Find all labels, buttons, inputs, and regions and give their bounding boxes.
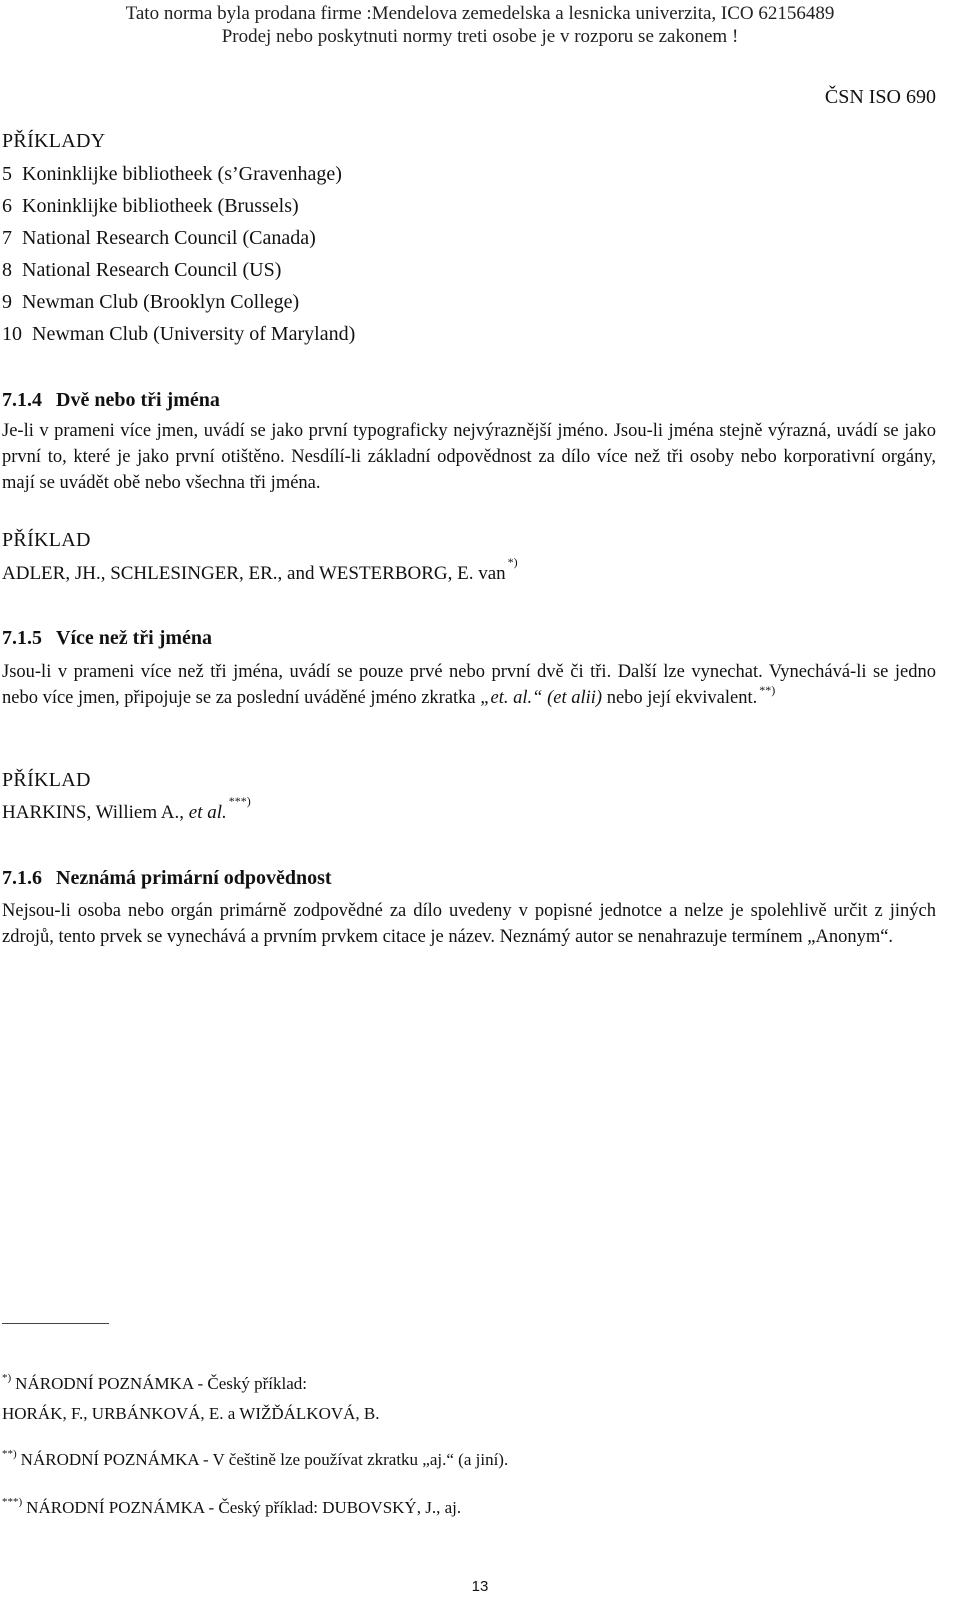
footnote-ref: **) — [759, 683, 776, 697]
section-7-1-5-paragraph: Jsou-li v prameni více než tři jména, uvádí se pouze prvé nebo první dvě či tři. Další lze vynechat. Vynechává-li se jedno nebo více jmen, připojuje se za poslední uváděné jméno zkratka „et. al.“ (et alii) nebo její ekvivalent. **) — [2, 662, 936, 708]
footnote-divider — [2, 1323, 109, 1324]
section-7-1-4-paragraph: Je-li v prameni více jmen, uvádí se jako první typograficky nejvýraznější jméno. Jsou-li jména stejně výrazná, uvádí se jako první to, které je jako první otištěno. Nesdílí-li základní odpovědnost za dílo více než tři osoby nebo korporativní orgány, mají se uvádět obě nebo všechna tři jména. — [2, 421, 936, 493]
footnote-2: **) NÁRODNÍ POZNÁMKA - V češtině lze používat zkratku „aj.“ (a jiní). — [2, 1448, 509, 1469]
example-entry-7-1-4: ADLER, JH., SCHLESINGER, ER., and WESTERBORG, E. van*) — [2, 555, 518, 584]
section-7-1-6-heading: 7.1.6 Neznámá primární odpovědnost — [2, 867, 332, 889]
list-item: 6 Koninklijke bibliotheek (Brussels) — [2, 195, 299, 217]
example-heading-7-1-5: PŘÍKLAD — [2, 769, 91, 791]
sale-notice-line-1: Tato norma byla prodana firme :Mendelova zemedelska a lesnicka univerzita, ICO 62156489 — [125, 3, 835, 24]
footnote-ref: *) — [507, 555, 518, 569]
footnote-ref: ***) — [228, 794, 251, 808]
section-7-1-4-heading: 7.1.4 Dvě nebo tři jména — [2, 389, 220, 411]
example-heading-7-1-4: PŘÍKLAD — [2, 529, 91, 551]
section-7-1-5-heading: 7.1.5 Více než tři jména — [2, 627, 213, 649]
list-item: 8 National Research Council (US) — [2, 259, 282, 281]
example-entry-7-1-5: HARKINS, Williem A., et al.***) — [2, 794, 251, 823]
sale-notice-line-2: Prodej nebo poskytnuti normy treti osobe je v rozporu se zakonem ! — [221, 26, 739, 47]
list-item: 7 National Research Council (Canada) — [2, 227, 316, 249]
examples-heading: PŘÍKLADY — [2, 130, 106, 152]
section-7-1-6-paragraph: Nejsou-li osoba nebo orgán primárně zodpovědné za dílo uvedeny v popisné jednotce a nelze je spolehlivě určit z jiných zdrojů, tento prvek se vynechává a prvním prvkem citace je název. Neznámý autor se nenahrazuje termínem „Anonym“. — [2, 901, 936, 947]
examples-list — [2, 162, 355, 354]
list-item: 9 Newman Club (Brooklyn College) — [2, 291, 300, 313]
standard-code: ČSN ISO 690 — [824, 86, 936, 108]
footnote-3: ***) NÁRODNÍ POZNÁMKA - Český příklad: DUBOVSKÝ, J., aj. — [2, 1496, 462, 1517]
footnote-1-line-2: HORÁK, F., URBÁNKOVÁ, E. a WIŽĎÁLKOVÁ, B. — [2, 1404, 380, 1423]
page-number: 13 — [471, 1578, 489, 1595]
footnote-1: *) NÁRODNÍ POZNÁMKA - Český příklad: — [2, 1372, 307, 1393]
list-item: 5 Koninklijke bibliotheek (s’Gravenhage) — [2, 163, 342, 185]
list-item: 10 Newman Club (University of Maryland) — [2, 323, 356, 345]
